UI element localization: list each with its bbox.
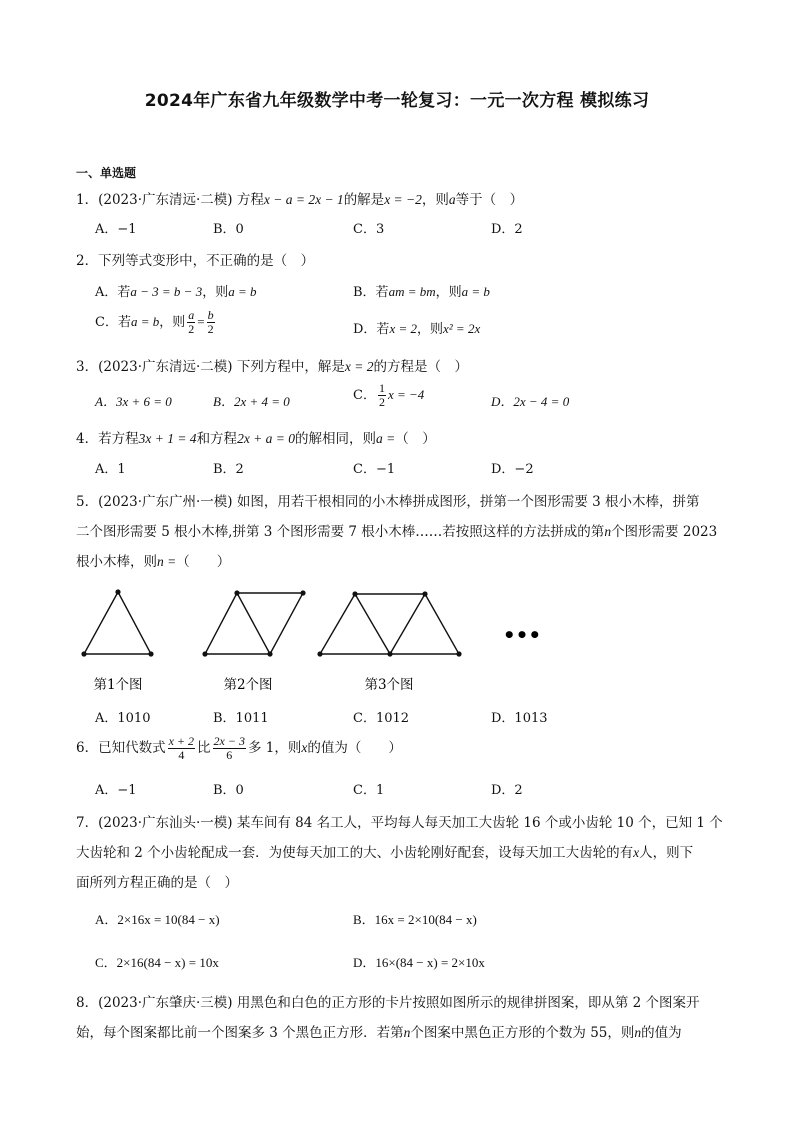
q2-d-prefix: D．若 [353, 322, 390, 337]
q2-b-prefix: B．若 [353, 285, 389, 300]
question-7-line-2 [76, 841, 693, 861]
q5-line2b: 个图形需要 2023 [611, 524, 718, 540]
q6-den2: 6 [226, 748, 233, 762]
q7-option-b: B．16x = 2×10(84 − x) [353, 912, 477, 927]
question-8-line-2 [76, 1021, 682, 1041]
q4-option-c: C．−1 [353, 462, 396, 477]
figure-2-label: 第2个图 [223, 677, 273, 693]
q6-option-d: D．2 [491, 783, 523, 798]
figure-3-trapezoid [320, 594, 459, 654]
q5-line3-var: n = [157, 554, 177, 569]
figure-3-nodes [317, 591, 461, 656]
q5-option-c: C．1012 [353, 711, 410, 726]
q2-option-a [95, 281, 257, 300]
q7-line2b: 人，则下 [639, 845, 694, 861]
q6-option-b: B．0 [213, 783, 244, 798]
q6-num1: x + 2 [168, 734, 195, 748]
q1-option-b: B．0 [213, 222, 244, 237]
q1-option-d: D．2 [491, 222, 523, 237]
q6-end: 的值为（ ） [307, 740, 402, 756]
q4-tail: 的解相同，则 [295, 431, 377, 447]
q7-option-d: D．16×(84 − x) = 2×10x [353, 955, 485, 970]
question-2: 2．下列等式变形中，不正确的是（ ） [76, 253, 315, 269]
q2-option-b [353, 281, 490, 300]
q3-c-rest: x = −4 [387, 387, 425, 402]
question-7-line-3: 面所列方程正确的是（ ） [76, 875, 238, 891]
q2-d-eq: x = 2 [389, 321, 417, 336]
q5-line2a: 二个图形需要 5 根小木棒,拼第 3 个图形需要 7 根小木棒……若按照这样的方法拼成的第 [76, 524, 605, 540]
q6-option-c: C．1 [353, 783, 385, 798]
q3-solution: x = 2 [344, 359, 374, 374]
q5-option-a: A．1010 [95, 711, 151, 726]
q3-c-fraction [378, 382, 386, 409]
q1-equation: x − a = 2x − 1 [263, 192, 344, 207]
q1-tail: ，则 [421, 192, 449, 208]
q6-den1: 4 [178, 748, 185, 762]
q6-prefix: 6．已知代数式 [76, 740, 166, 756]
q2-b-res: a = b [461, 284, 490, 299]
q2-c-den1: 2 [188, 322, 195, 336]
q2-c-equals: = [197, 314, 205, 329]
q6-fraction-1 [168, 735, 195, 762]
q3-prefix: 3．(2023·广东清远·二模) 下列方程中，解是 [76, 359, 345, 375]
q7-line2a: 大齿轮和 2 个小齿轮配成一套．为使每天加工的大、小齿轮刚好配套，设每天加工大齿轮的有 [76, 845, 634, 861]
q2-a-res: a = b [228, 284, 257, 299]
question-5-line-3 [76, 550, 230, 570]
q3-option-d: D．2x − 4 = 0 [491, 394, 570, 409]
q5-option-d: D．1013 [491, 711, 548, 726]
q4-var: a = [376, 431, 396, 446]
q3-c-num: 1 [378, 381, 385, 395]
q3-c-den: 2 [378, 395, 385, 409]
q2-a-mid: ，则 [202, 285, 229, 300]
q4-end: （ ） [395, 431, 436, 447]
question-7-line-1: 7．(2023·广东汕头·一模) 某车间有 84 名工人，平均每人每天加工大齿轮 16 个或小齿轮 10 个，已知 1 个 [76, 815, 723, 831]
page-title: 2024年广东省九年级数学中考一轮复习：一元一次方程 模拟练习 [144, 91, 650, 111]
q1-end: 等于（ ） [455, 192, 524, 208]
figure-1-label: 第1个图 [93, 677, 143, 693]
q2-b-eq: am = bm [388, 284, 436, 299]
q2-option-d [353, 318, 480, 337]
question-4 [76, 427, 436, 447]
q7-line2-var: x [633, 845, 640, 860]
q5-line2-var: n [604, 524, 612, 539]
q1-solution: x = −2 [384, 192, 422, 207]
q4-option-a: A．1 [95, 462, 126, 477]
q4-mid: 和方程 [196, 431, 238, 447]
q5-figure [0, 580, 794, 700]
q2-c-den2: 2 [207, 322, 214, 336]
figure-3-label: 第3个图 [364, 677, 414, 693]
question-8-line-1: 8．(2023·广东肇庆·三模) 用黑色和白色的正方形的卡片按照如图所示的规律拼图案，即从第 2 个图案开 [76, 995, 700, 1011]
q8-line2-var1: n [403, 1025, 411, 1040]
q2-c-prefix: C．若 [95, 315, 131, 330]
q3-c-label: C． [353, 388, 376, 403]
q6-num2: 2x − 3 [213, 734, 245, 748]
q3-option-b: B．2x + 4 = 0 [213, 394, 290, 409]
q8-line2b: 个图案中黑色正方形的个数为 55，则 [410, 1025, 635, 1041]
q2-d-mid: ，则 [416, 322, 443, 337]
question-5-line-2 [76, 520, 717, 540]
figure-1-nodes [81, 589, 153, 656]
q6-tail: 多 1，则 [247, 740, 302, 756]
q5-line3b: （ ） [176, 554, 231, 570]
section-heading: 一、单选题 [76, 166, 137, 180]
q6-option-a: A．−1 [95, 783, 137, 798]
q1-option-c: C．3 [353, 222, 385, 237]
q7-option-a: A．2×16x = 10(84 − x) [95, 912, 220, 927]
q4-option-b: B．2 [213, 462, 244, 477]
q2-d-res: x² = 2x [443, 321, 481, 336]
q2-option-c [95, 309, 217, 336]
figure-2-rhombus [205, 593, 303, 654]
q1-var: a [448, 192, 456, 207]
q3-option-c [353, 382, 424, 409]
q3-option-a: A．3x + 6 = 0 [95, 394, 172, 409]
q2-c-num1: a [188, 308, 195, 322]
q8-line2c: 的值为 [641, 1025, 682, 1041]
q2-c-fraction-2 [207, 309, 215, 336]
q2-a-eq: a − 3 = b − 3 [130, 284, 203, 299]
question-6 [76, 735, 402, 762]
q2-c-num2: b [207, 308, 214, 322]
q2-c-fraction-1 [187, 309, 195, 336]
q1-mid: 的解是 [343, 192, 385, 208]
question-3 [76, 355, 468, 375]
q6-mid: 比 [197, 740, 211, 756]
q4-prefix: 4．若方程 [76, 431, 139, 447]
q1-prefix: 1．(2023·广东清远·二模) 方程 [76, 192, 264, 208]
figure-1-triangle [84, 592, 151, 654]
question-1 [76, 188, 523, 208]
q5-option-b: B．1011 [213, 711, 269, 726]
q1-option-a: A．−1 [95, 222, 137, 237]
question-5-line-1: 5．(2023·广东广州·一模) 如图，用若干根相同的小木棒拼成图形，拼第一个图形需要 3 根小木棒，拼第 [76, 494, 700, 510]
q4-option-d: D．−2 [491, 462, 534, 477]
q4-eq2: 2x + a = 0 [237, 431, 296, 446]
q2-a-prefix: A．若 [95, 285, 131, 300]
q2-b-mid: ，则 [435, 285, 462, 300]
q4-eq1: 3x + 1 = 4 [138, 431, 197, 446]
q7-option-c: C．2×16(84 − x) = 10x [95, 955, 219, 970]
q8-line2a: 始，每个图案都比前一个图案多 3 个黑色正方形．若第 [76, 1025, 404, 1041]
q2-c-eq: a = b [130, 314, 160, 329]
q6-var: x [301, 740, 308, 755]
q5-line3a: 根小木棒，则 [76, 554, 157, 570]
figure-ellipsis: ••• [502, 623, 542, 647]
q6-fraction-2 [213, 735, 246, 762]
q8-line2-var2: n [634, 1025, 642, 1040]
q2-c-mid: ，则 [159, 315, 186, 330]
q3-end: 的方程是（ ） [373, 359, 468, 375]
